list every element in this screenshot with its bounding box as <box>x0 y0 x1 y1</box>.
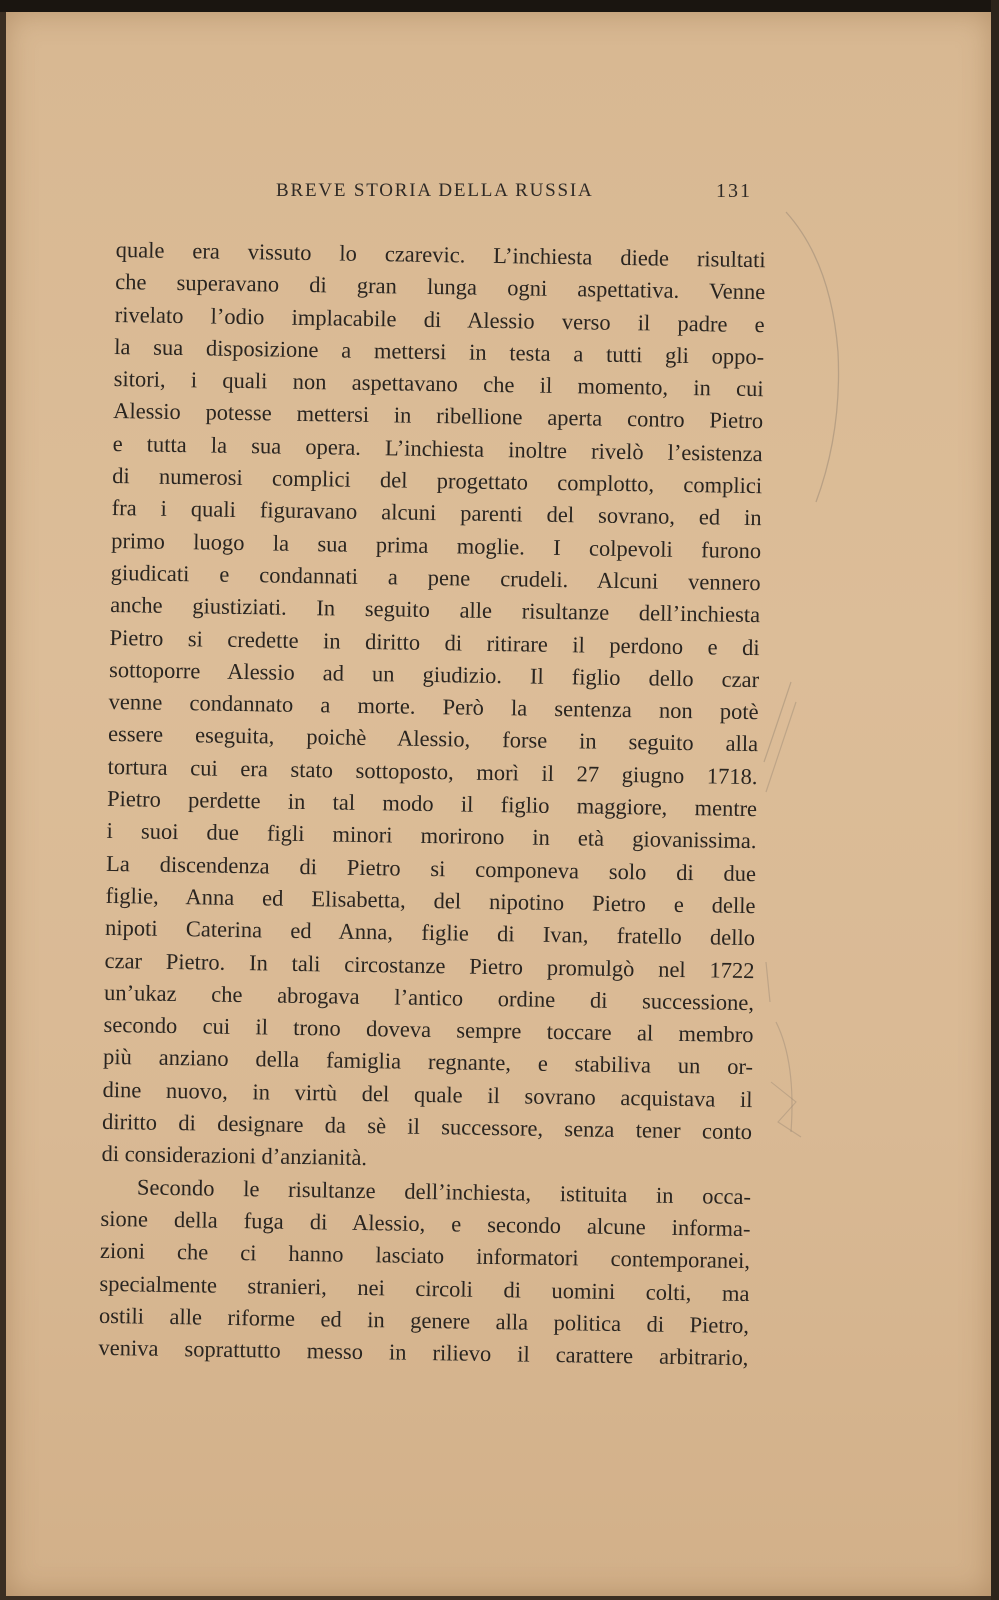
text-line: rivelato l’odio implacabile di Alessio verso il padre e <box>114 301 765 337</box>
text-line: giudicati e condannati a pene crudeli. Alcuni vennero <box>110 559 761 596</box>
running-title: BREVE STORIA DELLA RUSSIA <box>276 180 594 201</box>
text-line: Pietro si credette in diritto di ritirare il perdono e di <box>109 624 760 660</box>
text-line: e tutta la sua opera. L’inchiesta inoltre rivelò l’esistenza <box>112 430 763 466</box>
text-line: Alessio potesse mettersi in ribellione aperta contro Pietro <box>113 398 764 434</box>
text-line: Pietro perdette in tal modo il figlio maggiore, mentre <box>106 785 758 822</box>
text-line: quale era vissuto lo czarevic. L’inchiesta diede risultati <box>115 236 766 273</box>
text-line: un’ukaz che abrogava l’antico ordine di successione, <box>103 979 755 1015</box>
text-line: diritto di designare da sè il successore, senza tener conto <box>101 1108 753 1145</box>
text-line: figlie, Anna ed Elisabetta, del nipotino Pietro e delle <box>105 882 756 919</box>
scan-top-edge <box>0 0 999 12</box>
text-line: più anziano della famiglia regnante, e stabiliva un or- <box>102 1044 754 1080</box>
body-text <box>98 234 766 1374</box>
text-line: zioni che ci hanno lasciato informatori contemporanei, <box>99 1238 751 1274</box>
text-line: specialmente stranieri, nei circoli di uomini colti, ma <box>99 1270 750 1306</box>
text-line: tortura cui era stato sottoposto, morì il 27 giugno 1718. <box>107 753 758 789</box>
text-line: che superavano di gran lunga ogni aspettativa. Venne <box>115 269 766 305</box>
text-line: ostili alle riforme ed in genere alla politica di Pietro, <box>98 1302 750 1338</box>
text-line: veniva soprattutto messo in rilievo il carattere arbitrario, <box>98 1334 749 1371</box>
text-line: sione della fuga di Alessio, e secondo alcune informa- <box>100 1205 751 1241</box>
text-line: di considerazioni d’anzianità. <box>101 1141 368 1171</box>
text-line: la sua disposizione a mettersi in testa a tutti gli oppo- <box>114 333 765 370</box>
text-line: primo luogo la sua prima moglie. I colpevoli furono <box>110 527 762 563</box>
pencil-marginal-marks <box>756 202 876 1202</box>
text-line: nipoti Caterina ed Anna, figlie di Ivan, fratello dello <box>104 915 756 951</box>
text-line: anche giustiziati. In seguito alle risultanze dell’inchiesta <box>109 592 761 628</box>
text-line: essere eseguita, poichè Alessio, forse in seguito alla <box>107 721 759 757</box>
text-line: Secondo le risultanze dell’inchiesta, istituita in occa- <box>136 1174 752 1209</box>
text-line: La discendenza di Pietro si componeva solo di due <box>105 850 757 886</box>
book-page <box>6 12 991 1596</box>
text-line: secondo cui il trono doveva sempre toccare al membro <box>103 1012 754 1048</box>
text-line: fra i quali figuravano alcuni parenti del sovrano, ed in <box>111 495 762 531</box>
text-line: venne condannato a morte. Però la sentenza non potè <box>108 689 759 725</box>
page-number: 131 <box>716 180 752 202</box>
text-line: czar Pietro. In tali circostanze Pietro promulgò nel 1722 <box>104 947 755 983</box>
text-line: i suoi due figli minori morirono in età giovanissima. <box>106 818 757 854</box>
page-header <box>276 180 776 210</box>
text-line: dine nuovo, in virtù del quale il sovrano acquistava il <box>102 1076 753 1112</box>
text-line: sitori, i quali non aspettavano che il momento, in cui <box>113 366 764 402</box>
scan-right-edge <box>991 0 999 1600</box>
text-line: di numerosi complici del progettato complotto, complici <box>112 463 763 499</box>
text-line: sottoporre Alessio ad un giudizio. Il figlio dello czar <box>108 656 760 693</box>
